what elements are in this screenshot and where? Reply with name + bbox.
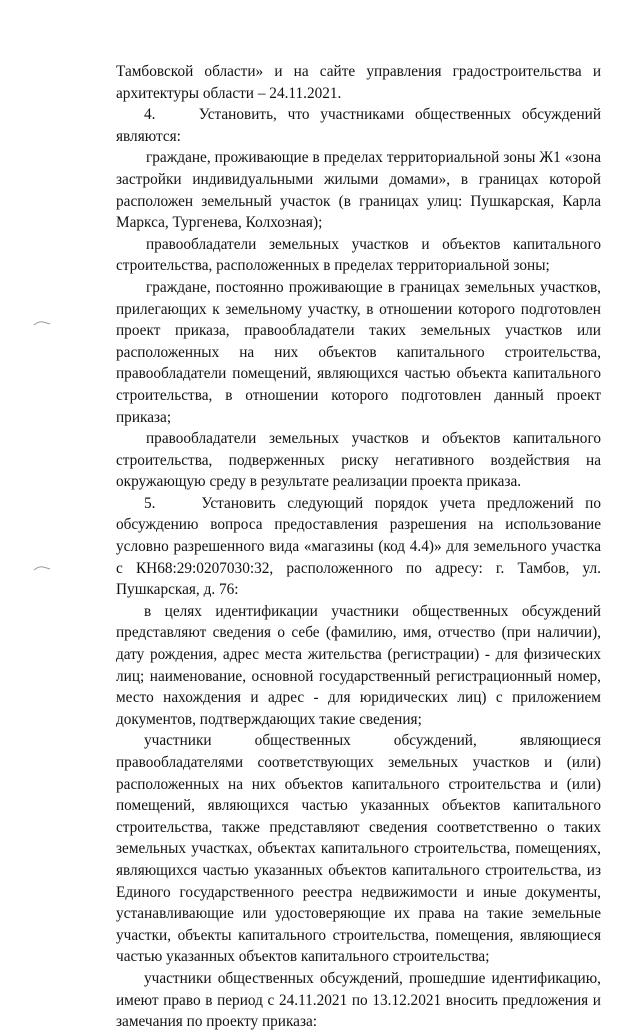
paragraph-continuation: Тамбовской области» и на сайте управления градостроительства и архитектуры области – 24.11.2021. <box>116 63 601 102</box>
paragraph-item-4: 4. Установить, что участниками общественных обсуждений являются: <box>116 106 601 145</box>
paragraph-rightholders-info: участники общественных обсуждений, являющиеся правообладателями соответствующих земельных участков и (или) расположенных на них объектов капитального строительства и (или) помещений, являющихся частью указанных объектов капитального строительства, также представляют сведения соответственно о таких земельных участках, объектах капитального строительства, помещениях, являющихся частью указанных объектов капитального строительства, из Единого государственного реестра недвижимости и иные документы, устанавливающие или удостоверяющие их права на такие земельные участки, объекты капитального строительства, помещения, являющиеся частью указанных объектов капитального строительства; <box>116 732 601 966</box>
paragraph-submission-period: участники общественных обсуждений, прошедшие идентификацию, имеют право в период с 24.11.2021 по 13.12.2021 вносить предложения и замечания по проекту приказа: <box>116 969 601 1031</box>
document-body <box>116 61 601 1033</box>
paragraph-identification: в целях идентификации участники общественных обсуждений представляют сведения о себе (фамилию, имя, отчество (при наличии), дату рождения, адрес места жительства (регистрации) - для физических лиц; наименование, основной государственный регистрационный номер, место нахождения и адрес - для юридических лиц) с приложением документов, подтверждающих такие сведения; <box>116 602 601 728</box>
paragraph-item-5: 5. Установить следующий порядок учета предложений по обсуждению вопроса предоставления разрешения на использование условно разрешенного вида «магазины (код 4.4)» для земельного участка с КН68:29:0207030:32, расположенного по адресу: г. Тамбов, ул. Пушкарская, д. 76: <box>116 494 601 599</box>
paragraph-participants-adjacent: граждане, постоянно проживающие в границах земельных участков, прилегающих к земельному участку, в отношении которого подготовлен проект приказа, правообладатели таких земельных участков или расположенных на них объектов капитального строительства, правообладатели помещений, являющихся частью объекта капитального строительства, в отношении которого подготовлен данный проект приказа; <box>116 278 601 426</box>
margin-mark-upper <box>33 320 51 326</box>
paragraph-participants-rightholders: правообладатели земельных участков и объектов капитального строительства, расположенных в пределах территориальной зоны; <box>116 235 601 275</box>
margin-mark-lower <box>33 565 51 571</box>
paragraph-participants-residents: граждане, проживающие в пределах территориальной зоны Ж1 «зона застройки индивидуальными жилыми домами», в границах которой расположен земельный участок (в границах улиц: Пушкарская, Карла Маркса, Тургенева, Колхозная); <box>116 149 601 232</box>
paragraph-participants-risk: правообладатели земельных участков и объектов капитального строительства, подверженных риску негативного воздействия на окружающую среду в результате реализации проекта приказа. <box>116 430 601 491</box>
